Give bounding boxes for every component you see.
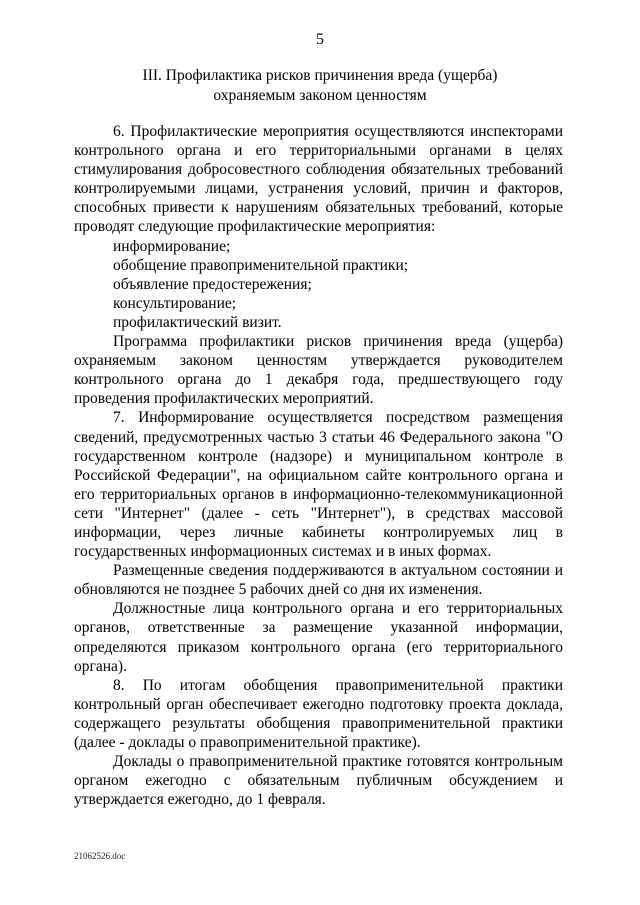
paragraph-updates: Размещенные сведения поддерживаются в актуальном состоянии и обновляются не позднее 5 рабочих дней со дня их изменения. [74,562,563,599]
paragraph-6: 6. Профилактические мероприятия осуществляются инспекторами контрольного органа и его территориальными органами в целях стимулирования добросовестного соблюдения обязательных требований контролируемыми лицами, устранения условий, причин и факторов, способных привести к нарушениям обязательных требований, которые проводят следующие профилактические мероприятия: [74,123,563,236]
paragraph-officials: Должностные лица контрольного органа и его территориальных органов, ответственные за размещение указанной информации, определяются приказом контрольного органа (его территориального органа). [74,600,563,675]
document-body [74,122,563,809]
list-item: объявление предостережения; [113,275,312,293]
list-item: консультирование; [113,294,237,312]
paragraph-8: 8. По итогам обобщения правоприменительной практики контрольный орган обеспечивает ежегодно подготовку проекта доклада, содержащего результаты обобщения правоприменительной практики (далее - доклады о правоприменительной практике). [74,676,563,751]
section-heading [60,66,580,106]
section-heading-line-2: охраняемым законом ценностям [213,87,427,104]
list-item: обобщение правоприменительной практики; [113,256,409,274]
list-item: информирование; [113,237,231,255]
paragraph-reports: Доклады о правоприменительной практике готовятся контрольным органом ежегодно с обязательным публичным обсуждением и утверждается ежегодно, до 1 февраля. [74,753,563,809]
page-number: 5 [316,31,324,48]
document-filename: 21062526.doc [74,851,126,861]
paragraph-7: 7. Информирование осуществляется посредством размещения сведений, предусмотренных частью 3 статьи 46 Федерального закона "О государственном контроле (надзоре) и муниципальном контроле в Российской Федерации", на официальном сайте контрольного органа и его территориальных органов в информационно-телекоммуникационной сети "Интернет" (далее - сеть "Интернет"), в средствах массовой информации, через личные кабинеты контролируемых лиц в государственных информационных системах и в иных формах. [74,409,563,561]
list-item: профилактический визит. [113,313,282,331]
paragraph-program: Программа профилактики рисков причинения вреда (ущерба) охраняемым законом ценностям утверждается руководителем контрольного органа до 1 декабря года, предшествующего году проведения профилактических мероприятий. [74,333,563,408]
section-heading-line-1: III. Профилактика рисков причинения вреда (ущерба) [142,67,498,84]
